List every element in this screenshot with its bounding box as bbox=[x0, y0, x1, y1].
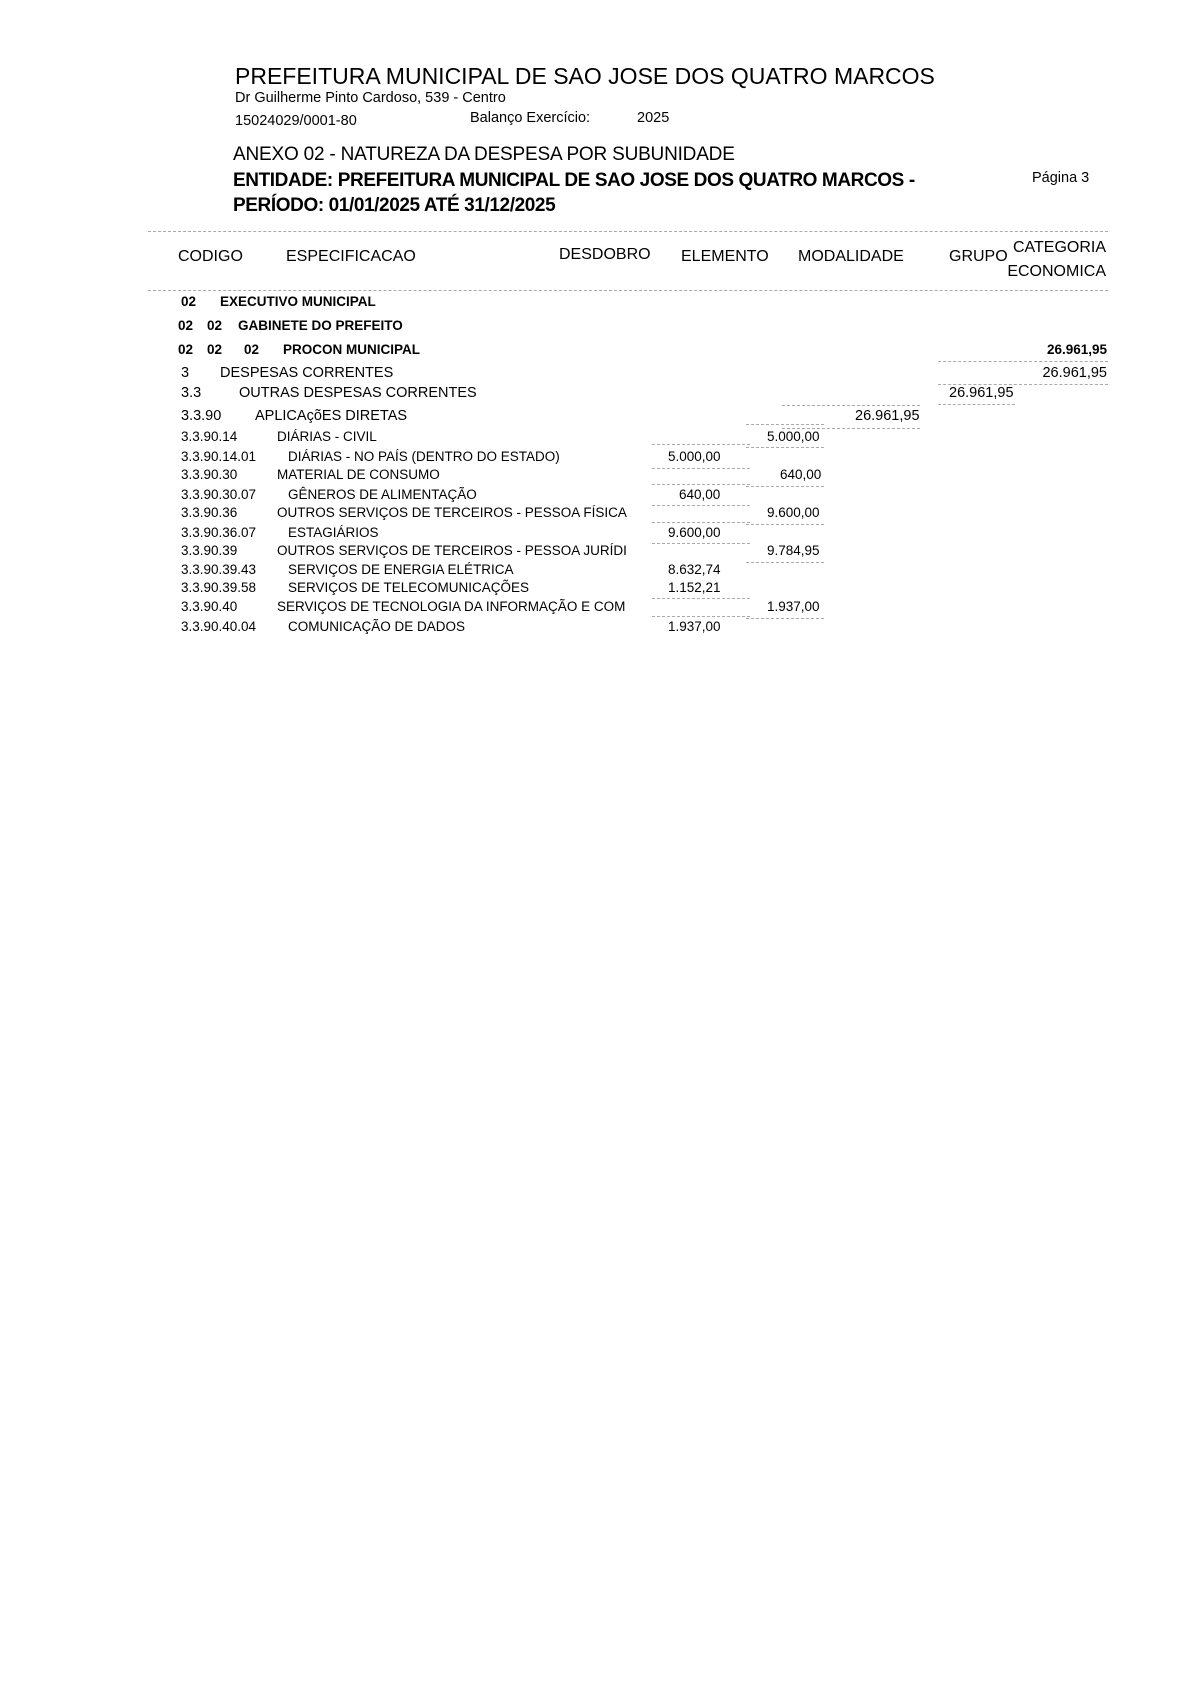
exercise-year: 2025 bbox=[637, 110, 670, 126]
col-elemento: ELEMENTO bbox=[681, 248, 769, 265]
header-bottom-rule bbox=[148, 290, 1108, 291]
row-value: 26.961,95 bbox=[1042, 365, 1107, 381]
col-especificacao: ESPECIFICACAO bbox=[286, 248, 416, 265]
col-economica: ECONOMICA bbox=[1007, 263, 1106, 280]
row-value: 1.937,00 bbox=[767, 599, 820, 614]
org-l2-name: GABINETE DO PREFEITO bbox=[238, 318, 403, 333]
row-rule bbox=[652, 522, 750, 523]
org-l3-name: PROCON MUNICIPAL bbox=[283, 342, 420, 357]
row-rule bbox=[746, 447, 824, 448]
address: Dr Guilherme Pinto Cardoso, 539 - Centro bbox=[235, 90, 506, 106]
org-l1-name: EXECUTIVO MUNICIPAL bbox=[220, 294, 376, 309]
row-value: 640,00 bbox=[780, 467, 822, 482]
row-desc: SERVIÇOS DE ENERGIA ELÉTRICA bbox=[288, 562, 514, 577]
row-rule bbox=[652, 484, 750, 485]
row-value: 5.000,00 bbox=[668, 449, 721, 464]
row-desc: MATERIAL DE CONSUMO bbox=[277, 467, 440, 482]
org-l3-total: 26.961,95 bbox=[1046, 342, 1107, 357]
row-rule bbox=[746, 562, 824, 563]
row-code: 3 bbox=[181, 365, 190, 381]
org-total-rule bbox=[938, 361, 1108, 362]
row-value: 8.632,74 bbox=[668, 562, 721, 577]
col-desdobro: DESDOBRO bbox=[559, 246, 651, 263]
row-rule bbox=[652, 598, 750, 599]
row-value: 9.784,95 bbox=[767, 543, 820, 558]
row-desc: OUTRAS DESPESAS CORRENTES bbox=[239, 385, 477, 401]
org-l2-code1: 02 bbox=[178, 318, 194, 333]
row-code: 3.3.90.30.07 bbox=[181, 487, 257, 502]
period-line: PERÍODO: 01/01/2025 ATÉ 31/12/2025 bbox=[233, 195, 556, 216]
row-rule bbox=[652, 543, 750, 544]
row-desc: OUTROS SERVIÇOS DE TERCEIROS - PESSOA FÍSICA bbox=[277, 505, 627, 520]
row-value: 9.600,00 bbox=[668, 525, 721, 540]
org-l3-code3: 02 bbox=[244, 342, 260, 357]
row-value: 26.961,95 bbox=[949, 385, 1014, 401]
org-l2-code2: 02 bbox=[207, 318, 223, 333]
org-l3-code1: 02 bbox=[178, 342, 194, 357]
row-code: 3.3.90 bbox=[181, 408, 222, 424]
org-l1-code: 02 bbox=[181, 294, 197, 309]
report-title: PREFEITURA MUNICIPAL DE SAO JOSE DOS QUATRO MARCOS bbox=[235, 63, 935, 89]
entity-line: ENTIDADE: PREFEITURA MUNICIPAL DE SAO JOSE DOS QUATRO MARCOS - bbox=[233, 170, 915, 191]
row-desc: GÊNEROS DE ALIMENTAÇÃO bbox=[288, 487, 477, 502]
row-rule bbox=[652, 505, 750, 506]
row-code: 3.3.90.30 bbox=[181, 467, 238, 482]
row-code: 3.3.90.36.07 bbox=[181, 525, 257, 540]
row-rule bbox=[746, 618, 824, 619]
row-value: 1.937,00 bbox=[668, 619, 721, 634]
row-desc: SERVIÇOS DE TELECOMUNICAÇÕES bbox=[288, 580, 530, 595]
row-code: 3.3.90.40.04 bbox=[181, 619, 257, 634]
row-code: 3.3.90.39 bbox=[181, 543, 238, 558]
row-rule bbox=[652, 616, 750, 617]
row-code: 3.3.90.14.01 bbox=[181, 449, 257, 464]
row-value: 5.000,00 bbox=[767, 429, 820, 444]
row-desc: DIÁRIAS - NO PAÍS (DENTRO DO ESTADO) bbox=[288, 449, 560, 464]
row-code: 3.3.90.40 bbox=[181, 599, 238, 614]
row-rule bbox=[782, 405, 920, 406]
col-grupo: GRUPO bbox=[949, 248, 1008, 265]
row-desc: DESPESAS CORRENTES bbox=[220, 365, 394, 381]
row-desc: OUTROS SERVIÇOS DE TERCEIROS - PESSOA JURÍDI bbox=[277, 543, 627, 558]
balanco-label: Balanço Exercício: bbox=[470, 110, 591, 126]
row-rule bbox=[652, 444, 750, 445]
org-l3-code2: 02 bbox=[207, 342, 223, 357]
col-codigo: CODIGO bbox=[178, 248, 243, 265]
page-number: Página 3 bbox=[1032, 170, 1090, 186]
row-desc: ESTAGIÁRIOS bbox=[288, 525, 379, 540]
cnpj: 15024029/0001-80 bbox=[235, 113, 357, 129]
row-rule bbox=[938, 404, 1015, 405]
row-value: 26.961,95 bbox=[855, 408, 920, 424]
row-code: 3.3.90.14 bbox=[181, 429, 238, 444]
col-categoria: CATEGORIA bbox=[1012, 239, 1106, 256]
row-rule bbox=[746, 524, 824, 525]
row-code: 3.3.90.39.58 bbox=[181, 580, 257, 595]
row-value: 1.152,21 bbox=[668, 580, 721, 595]
row-desc: COMUNICAÇÃO DE DADOS bbox=[288, 619, 466, 634]
row-value: 9.600,00 bbox=[767, 505, 820, 520]
row-rule bbox=[652, 468, 750, 469]
row-rule bbox=[746, 486, 824, 487]
row-code: 3.3 bbox=[181, 385, 202, 401]
header-top-rule bbox=[148, 231, 1108, 232]
row-code: 3.3.90.36 bbox=[181, 505, 238, 520]
row-desc: SERVIÇOS DE TECNOLOGIA DA INFORMAÇÃO E COM bbox=[277, 599, 626, 614]
row-desc: APLICAçõES DIRETAS bbox=[255, 408, 408, 424]
row-value: 640,00 bbox=[679, 487, 721, 502]
row-code: 3.3.90.39.43 bbox=[181, 562, 257, 577]
col-modalidade: MODALIDADE bbox=[798, 248, 904, 265]
row-desc: DIÁRIAS - CIVIL bbox=[277, 429, 377, 444]
row-rule bbox=[746, 424, 824, 425]
annex-title: ANEXO 02 - NATUREZA DA DESPESA POR SUBUNIDADE bbox=[233, 144, 735, 165]
